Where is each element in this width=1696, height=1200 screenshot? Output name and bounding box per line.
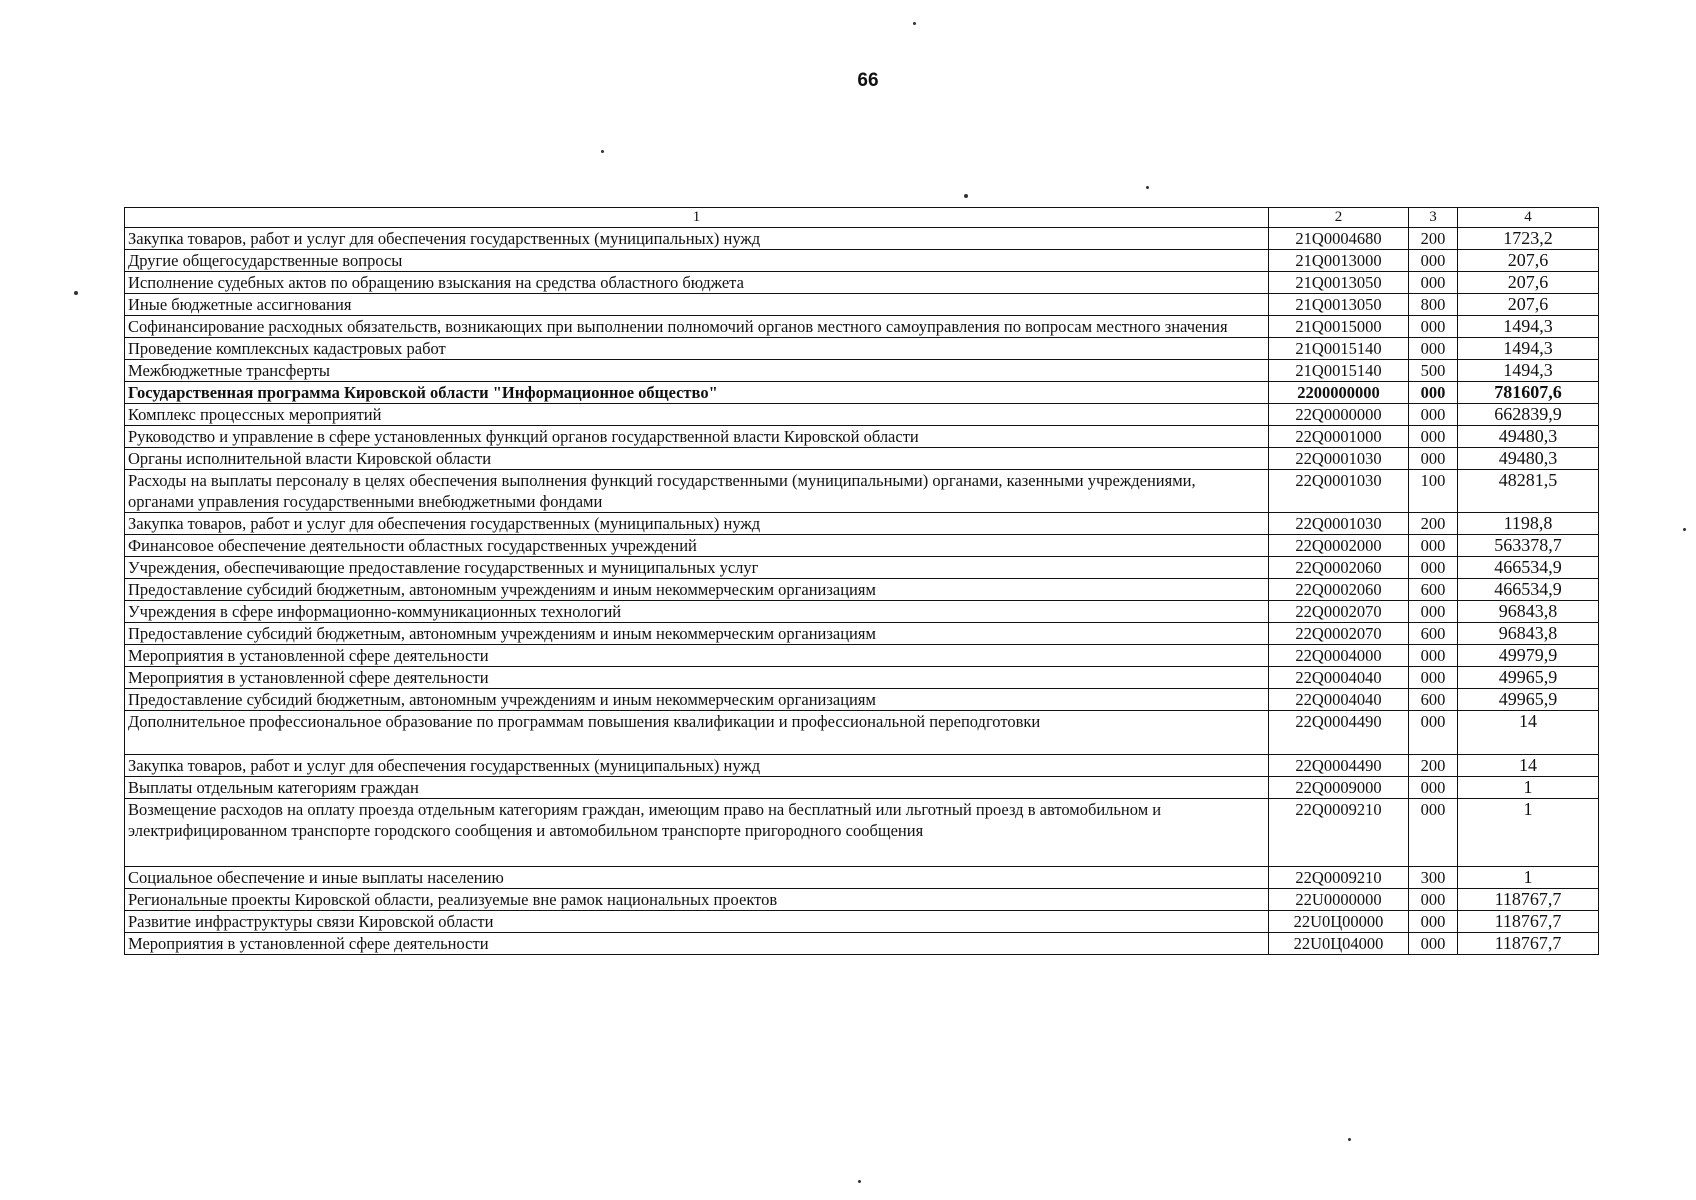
table-row <box>125 250 1599 272</box>
row-name-cell: Дополнительное профессиональное образование по программам повышения квалификации и профессиональной переподготовки <box>125 711 1269 755</box>
row-amount-cell: 781607,6 <box>1458 382 1599 404</box>
row-amount-cell: 207,6 <box>1458 272 1599 294</box>
table-row <box>125 316 1599 338</box>
row-amount-cell: 49965,9 <box>1458 689 1599 711</box>
row-amount-cell: 1 <box>1458 867 1599 889</box>
scan-speck <box>1683 528 1686 531</box>
row-amount-cell: 49979,9 <box>1458 645 1599 667</box>
row-code-cell: 22Q0009000 <box>1269 777 1409 799</box>
row-expense-type-cell: 000 <box>1409 601 1458 623</box>
table-row <box>125 513 1599 535</box>
row-name-cell: Другие общегосударственные вопросы <box>125 250 1269 272</box>
row-amount-cell: 118767,7 <box>1458 933 1599 955</box>
row-expense-type-cell: 000 <box>1409 557 1458 579</box>
row-code-cell: 22Q0004040 <box>1269 667 1409 689</box>
row-expense-type-cell: 000 <box>1409 316 1458 338</box>
row-expense-type-cell: 200 <box>1409 513 1458 535</box>
scan-speck <box>1348 1138 1351 1141</box>
table-row <box>125 889 1599 911</box>
row-amount-cell: 563378,7 <box>1458 535 1599 557</box>
row-amount-cell: 662839,9 <box>1458 404 1599 426</box>
scan-speck <box>913 22 916 25</box>
table-row <box>125 601 1599 623</box>
row-expense-type-cell: 000 <box>1409 272 1458 294</box>
row-amount-cell: 49965,9 <box>1458 667 1599 689</box>
table-row <box>125 426 1599 448</box>
row-expense-type-cell: 600 <box>1409 579 1458 601</box>
row-expense-type-cell: 200 <box>1409 755 1458 777</box>
row-amount-cell: 118767,7 <box>1458 911 1599 933</box>
row-code-cell: 22Q0002060 <box>1269 579 1409 601</box>
row-amount-cell: 1494,3 <box>1458 338 1599 360</box>
scan-speck <box>964 194 968 198</box>
row-name-cell: Предоставление субсидий бюджетным, автономным учреждениям и иным некоммерческим организациям <box>125 579 1269 601</box>
row-name-cell: Возмещение расходов на оплату проезда отдельным категориям граждан, имеющим право на бесплатный или льготный проезд в автомобильном и электрифицированном транспорте городского сообщения и автомобильном транспорте пригородного сообщения <box>125 799 1269 867</box>
row-expense-type-cell: 000 <box>1409 911 1458 933</box>
row-code-cell: 22Q0002000 <box>1269 535 1409 557</box>
row-amount-cell: 14 <box>1458 755 1599 777</box>
row-amount-cell: 118767,7 <box>1458 889 1599 911</box>
row-amount-cell: 96843,8 <box>1458 623 1599 645</box>
scan-speck <box>601 150 604 153</box>
row-name-cell: Руководство и управление в сфере установленных функций органов государственной власти Кировской области <box>125 426 1269 448</box>
row-expense-type-cell: 300 <box>1409 867 1458 889</box>
row-expense-type-cell: 000 <box>1409 777 1458 799</box>
table-row <box>125 294 1599 316</box>
row-expense-type-cell: 000 <box>1409 426 1458 448</box>
row-expense-type-cell: 000 <box>1409 667 1458 689</box>
row-amount-cell: 49480,3 <box>1458 448 1599 470</box>
table-row <box>125 228 1599 250</box>
table-row <box>125 623 1599 645</box>
row-name-cell: Предоставление субсидий бюджетным, автономным учреждениям и иным некоммерческим организациям <box>125 623 1269 645</box>
table-row <box>125 777 1599 799</box>
row-code-cell: 22Q0002070 <box>1269 601 1409 623</box>
page-number: 66 <box>857 70 879 91</box>
row-amount-cell: 48281,5 <box>1458 470 1599 513</box>
row-expense-type-cell: 000 <box>1409 889 1458 911</box>
row-name-cell: Мероприятия в установленной сфере деятельности <box>125 933 1269 955</box>
row-amount-cell: 1723,2 <box>1458 228 1599 250</box>
row-code-cell: 22Q0001000 <box>1269 426 1409 448</box>
row-name-cell: Учреждения в сфере информационно-коммуникационных технологий <box>125 601 1269 623</box>
row-name-cell: Иные бюджетные ассигнования <box>125 294 1269 316</box>
row-name-cell: Финансовое обеспечение деятельности областных государственных учреждений <box>125 535 1269 557</box>
row-amount-cell: 1198,8 <box>1458 513 1599 535</box>
row-amount-cell: 466534,9 <box>1458 579 1599 601</box>
table-row <box>125 470 1599 513</box>
budget-table <box>124 207 1599 955</box>
row-code-cell: 21Q0015140 <box>1269 360 1409 382</box>
table-body <box>125 228 1599 955</box>
row-name-cell: Предоставление субсидий бюджетным, автономным учреждениям и иным некоммерческим организациям <box>125 689 1269 711</box>
row-expense-type-cell: 600 <box>1409 689 1458 711</box>
row-expense-type-cell: 000 <box>1409 404 1458 426</box>
table-row <box>125 645 1599 667</box>
row-amount-cell: 466534,9 <box>1458 557 1599 579</box>
row-expense-type-cell: 000 <box>1409 645 1458 667</box>
row-name-cell: Региональные проекты Кировской области, реализуемые вне рамок национальных проектов <box>125 889 1269 911</box>
row-name-cell: Комплекс процессных мероприятий <box>125 404 1269 426</box>
table-row <box>125 867 1599 889</box>
row-expense-type-cell: 800 <box>1409 294 1458 316</box>
row-code-cell: 21Q0015000 <box>1269 316 1409 338</box>
row-amount-cell: 96843,8 <box>1458 601 1599 623</box>
table-row <box>125 689 1599 711</box>
row-code-cell: 21Q0015140 <box>1269 338 1409 360</box>
table-row <box>125 535 1599 557</box>
row-expense-type-cell: 600 <box>1409 623 1458 645</box>
table-row <box>125 338 1599 360</box>
row-code-cell: 22Q0004000 <box>1269 645 1409 667</box>
scan-speck <box>74 291 78 295</box>
table-row <box>125 404 1599 426</box>
table-row <box>125 755 1599 777</box>
table-header-row <box>125 208 1599 228</box>
row-code-cell: 22Q0002070 <box>1269 623 1409 645</box>
row-code-cell: 22U0Ц00000 <box>1269 911 1409 933</box>
row-code-cell: 22Q0000000 <box>1269 404 1409 426</box>
row-code-cell: 22Q0009210 <box>1269 867 1409 889</box>
row-amount-cell: 207,6 <box>1458 294 1599 316</box>
row-code-cell: 22U0Ц04000 <box>1269 933 1409 955</box>
table-row <box>125 557 1599 579</box>
row-expense-type-cell: 000 <box>1409 338 1458 360</box>
row-code-cell: 22Q0004490 <box>1269 755 1409 777</box>
row-name-cell: Социальное обеспечение и иные выплаты населению <box>125 867 1269 889</box>
row-name-cell: Софинансирование расходных обязательств, возникающих при выполнении полномочий органов местного самоуправления по вопросам местного значения <box>125 316 1269 338</box>
row-expense-type-cell: 000 <box>1409 448 1458 470</box>
row-name-cell: Государственная программа Кировской области "Информационное общество" <box>125 382 1269 404</box>
row-name-cell: Органы исполнительной власти Кировской области <box>125 448 1269 470</box>
row-expense-type-cell: 000 <box>1409 250 1458 272</box>
column-header-expense-type: 3 <box>1409 208 1458 228</box>
row-name-cell: Расходы на выплаты персоналу в целях обеспечения выполнения функций государственными (муниципальными) органами, казенными учреждениями, органами управления государственными внебюджетными фондами <box>125 470 1269 513</box>
row-name-cell: Мероприятия в установленной сфере деятельности <box>125 667 1269 689</box>
scan-speck <box>858 1180 861 1183</box>
column-header-code: 2 <box>1269 208 1409 228</box>
table-row <box>125 799 1599 867</box>
table-row <box>125 382 1599 404</box>
row-expense-type-cell: 200 <box>1409 228 1458 250</box>
row-name-cell: Учреждения, обеспечивающие предоставление государственных и муниципальных услуг <box>125 557 1269 579</box>
row-code-cell: 22Q0009210 <box>1269 799 1409 867</box>
row-name-cell: Межбюджетные трансферты <box>125 360 1269 382</box>
row-amount-cell: 1494,3 <box>1458 360 1599 382</box>
row-expense-type-cell: 000 <box>1409 933 1458 955</box>
row-amount-cell: 207,6 <box>1458 250 1599 272</box>
row-amount-cell: 14 <box>1458 711 1599 755</box>
row-name-cell: Выплаты отдельным категориям граждан <box>125 777 1269 799</box>
row-code-cell: 21Q0013050 <box>1269 294 1409 316</box>
row-amount-cell: 1 <box>1458 799 1599 867</box>
row-name-cell: Мероприятия в установленной сфере деятельности <box>125 645 1269 667</box>
row-code-cell: 22Q0004040 <box>1269 689 1409 711</box>
row-expense-type-cell: 500 <box>1409 360 1458 382</box>
table-row <box>125 360 1599 382</box>
row-amount-cell: 1494,3 <box>1458 316 1599 338</box>
row-name-cell: Закупка товаров, работ и услуг для обеспечения государственных (муниципальных) нужд <box>125 228 1269 250</box>
row-expense-type-cell: 000 <box>1409 711 1458 755</box>
row-code-cell: 21Q0013000 <box>1269 250 1409 272</box>
row-code-cell: 2200000000 <box>1269 382 1409 404</box>
column-header-amount: 4 <box>1458 208 1599 228</box>
column-header-name: 1 <box>125 208 1269 228</box>
row-expense-type-cell: 100 <box>1409 470 1458 513</box>
scan-speck <box>1146 186 1149 189</box>
table-row <box>125 911 1599 933</box>
row-name-cell: Закупка товаров, работ и услуг для обеспечения государственных (муниципальных) нужд <box>125 755 1269 777</box>
row-code-cell: 21Q0013050 <box>1269 272 1409 294</box>
row-name-cell: Закупка товаров, работ и услуг для обеспечения государственных (муниципальных) нужд <box>125 513 1269 535</box>
table-row <box>125 933 1599 955</box>
row-expense-type-cell: 000 <box>1409 535 1458 557</box>
row-code-cell: 21Q0004680 <box>1269 228 1409 250</box>
row-code-cell: 22Q0001030 <box>1269 448 1409 470</box>
table-row <box>125 711 1599 755</box>
row-code-cell: 22Q0004490 <box>1269 711 1409 755</box>
row-name-cell: Развитие инфраструктуры связи Кировской области <box>125 911 1269 933</box>
table-row <box>125 667 1599 689</box>
row-code-cell: 22Q0002060 <box>1269 557 1409 579</box>
table-row <box>125 448 1599 470</box>
row-code-cell: 22U0000000 <box>1269 889 1409 911</box>
row-expense-type-cell: 000 <box>1409 799 1458 867</box>
row-amount-cell: 1 <box>1458 777 1599 799</box>
table-row <box>125 272 1599 294</box>
table-row <box>125 579 1599 601</box>
row-name-cell: Исполнение судебных актов по обращению взыскания на средства областного бюджета <box>125 272 1269 294</box>
row-expense-type-cell: 000 <box>1409 382 1458 404</box>
row-amount-cell: 49480,3 <box>1458 426 1599 448</box>
row-name-cell: Проведение комплексных кадастровых работ <box>125 338 1269 360</box>
row-code-cell: 22Q0001030 <box>1269 470 1409 513</box>
row-code-cell: 22Q0001030 <box>1269 513 1409 535</box>
